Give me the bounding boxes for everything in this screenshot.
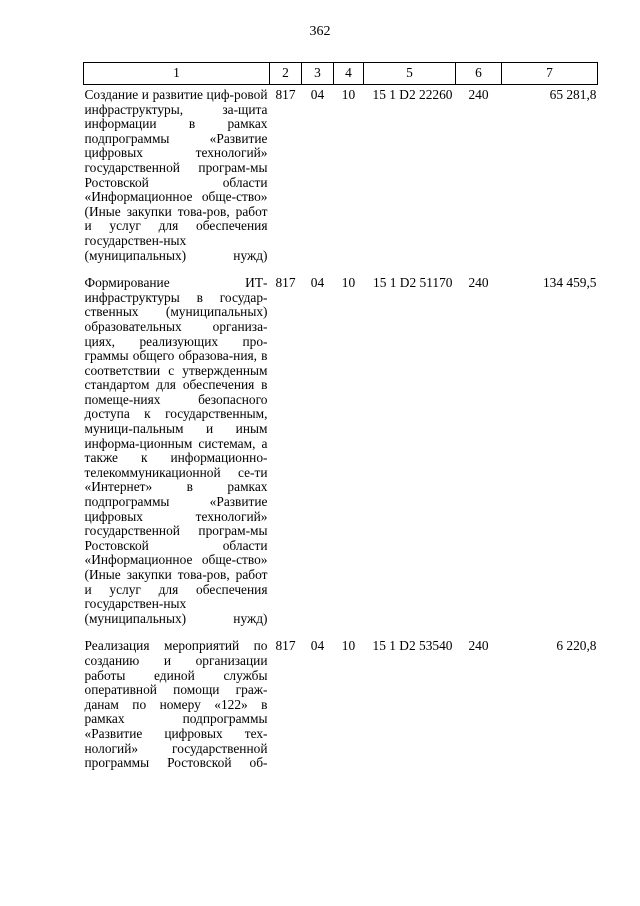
- target-article-code: 15 1 D2 53540: [372, 638, 453, 654]
- table-row: [84, 85, 598, 274]
- subsection-code: 10: [341, 87, 356, 102]
- header-col-1: 1: [84, 63, 270, 85]
- amount: 134 459,5: [542, 275, 597, 291]
- ministry-code: 817: [275, 638, 296, 654]
- header-col-6: 6: [456, 63, 502, 85]
- page-number: 362: [309, 24, 331, 39]
- item-name-text: Формирование ИТ-инфраструктуры в государ-ственных (муниципальных) образовательных организа-циях, реализующих про-граммы общего образова-ния, в соответствии с утвержденным стандартом для обеспечения в помеще-ниях безопасного доступа к государственным, муници-пальным и иным информа-ционным системам, а также к информационно-телекоммуникационной се-ти «Интернет» в рамках подпрограммы «Развитие цифровых технологий» государственной програм-мы Ростовской области «Информационное обще-ство» (Иные закупки това-ров, работ и услуг для обеспечения государствен-ных (муниципальных) нужд): [84, 275, 268, 626]
- amount: 6 220,8: [556, 638, 597, 654]
- target-article-code: 15 1 D2 22260: [372, 87, 453, 102]
- section-code: 04: [310, 87, 325, 102]
- budget-table: [83, 62, 598, 781]
- item-name-text: Реализация мероприятий по созданию и организации работы единой службы оперативной помощи граж-данам по номеру «122» в рамках подпрограммы «Развитие цифровых тех-нологий» государственной программы Ростовской об-: [84, 638, 268, 771]
- expense-type-code: 240: [468, 275, 489, 291]
- amount: 65 281,8: [549, 87, 597, 102]
- header-col-4: 4: [334, 63, 364, 85]
- target-article-code: 15 1 D2 51170: [373, 275, 453, 291]
- item-name: [84, 273, 270, 636]
- item-name-text: Создание и развитие циф-ровой инфраструктуры, за-щита информации в рамках подпрограммы «Развитие цифровых технологий» государственной програм-мы Ростовской области «Информационное обще-ство» (Иные закупки това-ров, работ и услуг для обеспечения государствен-ных (муниципальных) нужд): [84, 87, 268, 263]
- section-code: 04: [310, 638, 325, 654]
- header-col-7: 7: [502, 63, 598, 85]
- ministry-code: 817: [275, 87, 296, 102]
- expense-type-code: 240: [468, 87, 489, 102]
- item-name: [84, 636, 270, 780]
- subsection-code: 10: [341, 638, 356, 654]
- header-row: [84, 63, 598, 85]
- subsection-code: 10: [341, 275, 356, 291]
- item-name: [84, 85, 270, 274]
- ministry-code: 817: [275, 275, 296, 291]
- header-col-2: 2: [270, 63, 302, 85]
- expense-type-code: 240: [468, 638, 489, 654]
- section-code: 04: [310, 275, 325, 291]
- header-col-5: 5: [364, 63, 456, 85]
- header-col-3: 3: [302, 63, 334, 85]
- table-row: [84, 636, 598, 780]
- table-row: [84, 273, 598, 636]
